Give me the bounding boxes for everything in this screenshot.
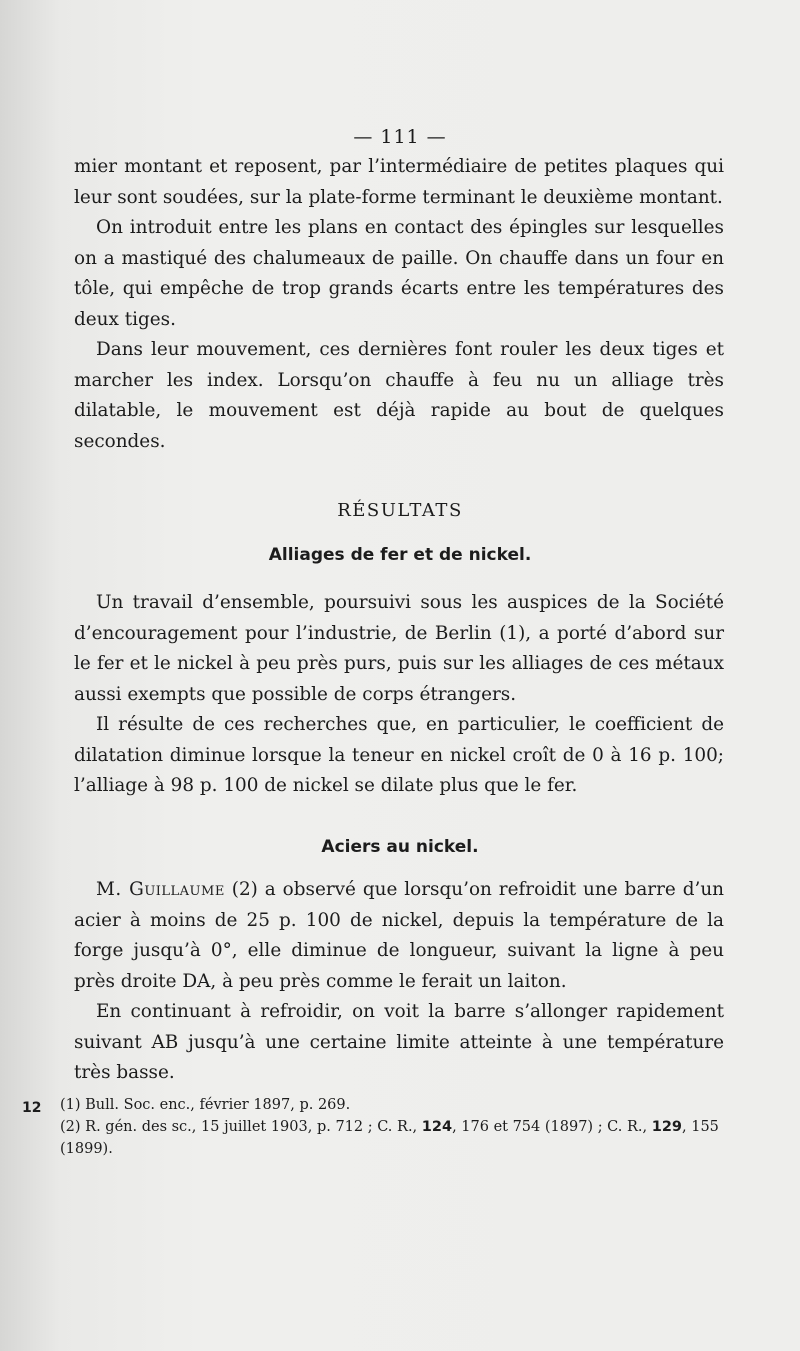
footnote-text: (2) R. gén. des sc., 15 juillet 1903, p. 712 ; C. R., [60, 1119, 422, 1135]
footnotes [60, 1094, 730, 1160]
margin-number: 12 [22, 1100, 42, 1116]
page-number: — 111 — [353, 126, 447, 148]
paragraph [74, 875, 724, 997]
nickel-steel-block [74, 875, 724, 1089]
paragraph: Dans leur mouvement, ces dernières font rouler les deux tiges et marcher les index. Lorsqu’on chauffe à feu nu un alliage très dilatable, le mouvement est déjà rapide au bout de quelques secondes. [74, 339, 724, 452]
subsection-title: Aciers au nickel. [321, 837, 479, 857]
footnote-text: , 155 (1899). [60, 1119, 719, 1157]
volume-number: 129 [651, 1119, 683, 1135]
paragraph-text: (2) a observé que lorsqu’on refroidit une barre d’un acier à moins de 25 p. 100 de nickel, depuis la température de la forge jusqu’à 0°, elle diminue de longueur, suivant la ligne à peu près droite DA, à peu près comme le ferait un laiton. [74, 879, 725, 992]
author-name: M. Guillaume [96, 879, 225, 900]
paragraph: En continuant à refroidir, on voit la barre s’allonger rapidement suivant AB jusqu’à une certaine limite atteinte à une température très basse. [74, 1001, 724, 1083]
paragraph: mier montant et reposent, par l’intermédiaire de petites plaques qui leur sont soudées, sur la plate-forme terminant le deuxième montant. [74, 156, 724, 208]
paragraph: On introduit entre les plans en contact des épingles sur lesquelles on a mastiqué des chalumeaux de paille. On chauffe dans un four en tôle, qui empêche de trop grands écarts entre les températures des deux tiges. [74, 217, 724, 330]
paragraph: Il résulte de ces recherches que, en particulier, le coefficient de dilatation diminue lorsque la teneur en nickel croît de 0 à 16 p. 100; l’alliage à 98 p. 100 de nickel se dilate plus que le fer. [74, 714, 724, 796]
intro-block [74, 152, 724, 457]
subsection-title: Alliages de fer et de nickel. [268, 545, 532, 565]
paragraph: Un travail d’ensemble, poursuivi sous les auspices de la Société d’encouragement pour l’industrie, de Berlin (1), a porté d’abord sur le fer et le nickel à peu près purs, puis sur les alliages de ces métaux aussi exempts que possible de corps étrangers. [74, 592, 724, 705]
footnote-2 [60, 1116, 730, 1160]
footnote-text: , 176 et 754 (1897) ; C. R., [452, 1119, 652, 1135]
alloys-block [74, 588, 724, 802]
volume-number: 124 [421, 1119, 453, 1135]
section-title: RÉSULTATS [337, 500, 463, 521]
footnote-1: (1) Bull. Soc. enc., février 1897, p. 269. [60, 1097, 351, 1113]
